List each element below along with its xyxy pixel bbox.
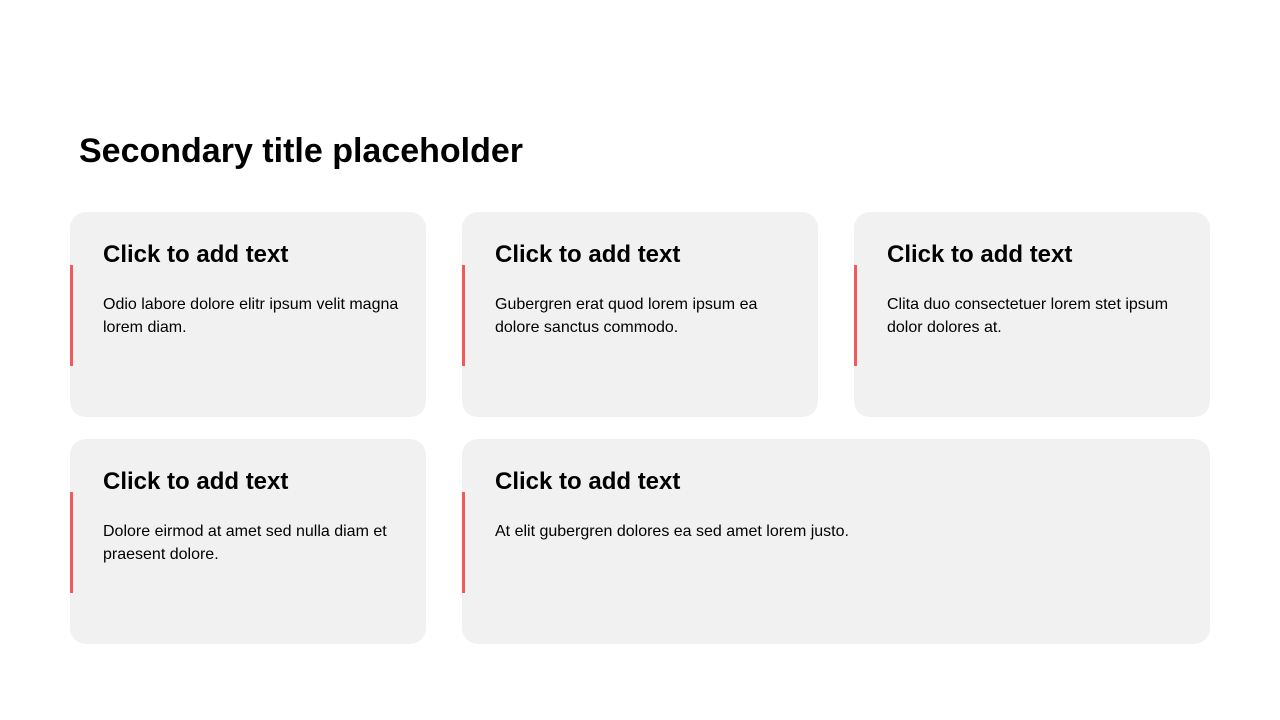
text-card[interactable] — [70, 439, 426, 644]
card-body-text[interactable]: Odio labore dolore elitr ipsum velit magna lorem diam. — [103, 296, 399, 336]
card-heading[interactable]: Click to add text — [103, 241, 289, 268]
card-heading[interactable]: Click to add text — [495, 241, 681, 268]
card-heading[interactable]: Click to add text — [495, 468, 681, 495]
card-accent-bar — [854, 265, 857, 366]
card-body-text[interactable]: At elit gubergren dolores ea sed amet lorem justo. — [495, 523, 849, 540]
card-body-text[interactable]: Dolore eirmod at amet sed nulla diam et praesent dolore. — [103, 523, 387, 563]
text-card[interactable] — [462, 212, 818, 417]
text-card-wide[interactable] — [462, 439, 1210, 644]
card-body-text[interactable]: Gubergren erat quod lorem ipsum ea dolore sanctus commodo. — [495, 296, 758, 336]
card-body-text[interactable]: Clita duo consectetuer lorem stet ipsum dolor dolores at. — [887, 296, 1169, 336]
text-card[interactable] — [70, 212, 426, 417]
card-heading[interactable]: Click to add text — [103, 468, 289, 495]
card-accent-bar — [70, 492, 73, 593]
page-title[interactable]: Secondary title placeholder — [79, 132, 524, 170]
card-heading[interactable]: Click to add text — [887, 241, 1073, 268]
text-card[interactable] — [854, 212, 1210, 417]
card-accent-bar — [462, 265, 465, 366]
card-accent-bar — [70, 265, 73, 366]
card-accent-bar — [462, 492, 465, 593]
